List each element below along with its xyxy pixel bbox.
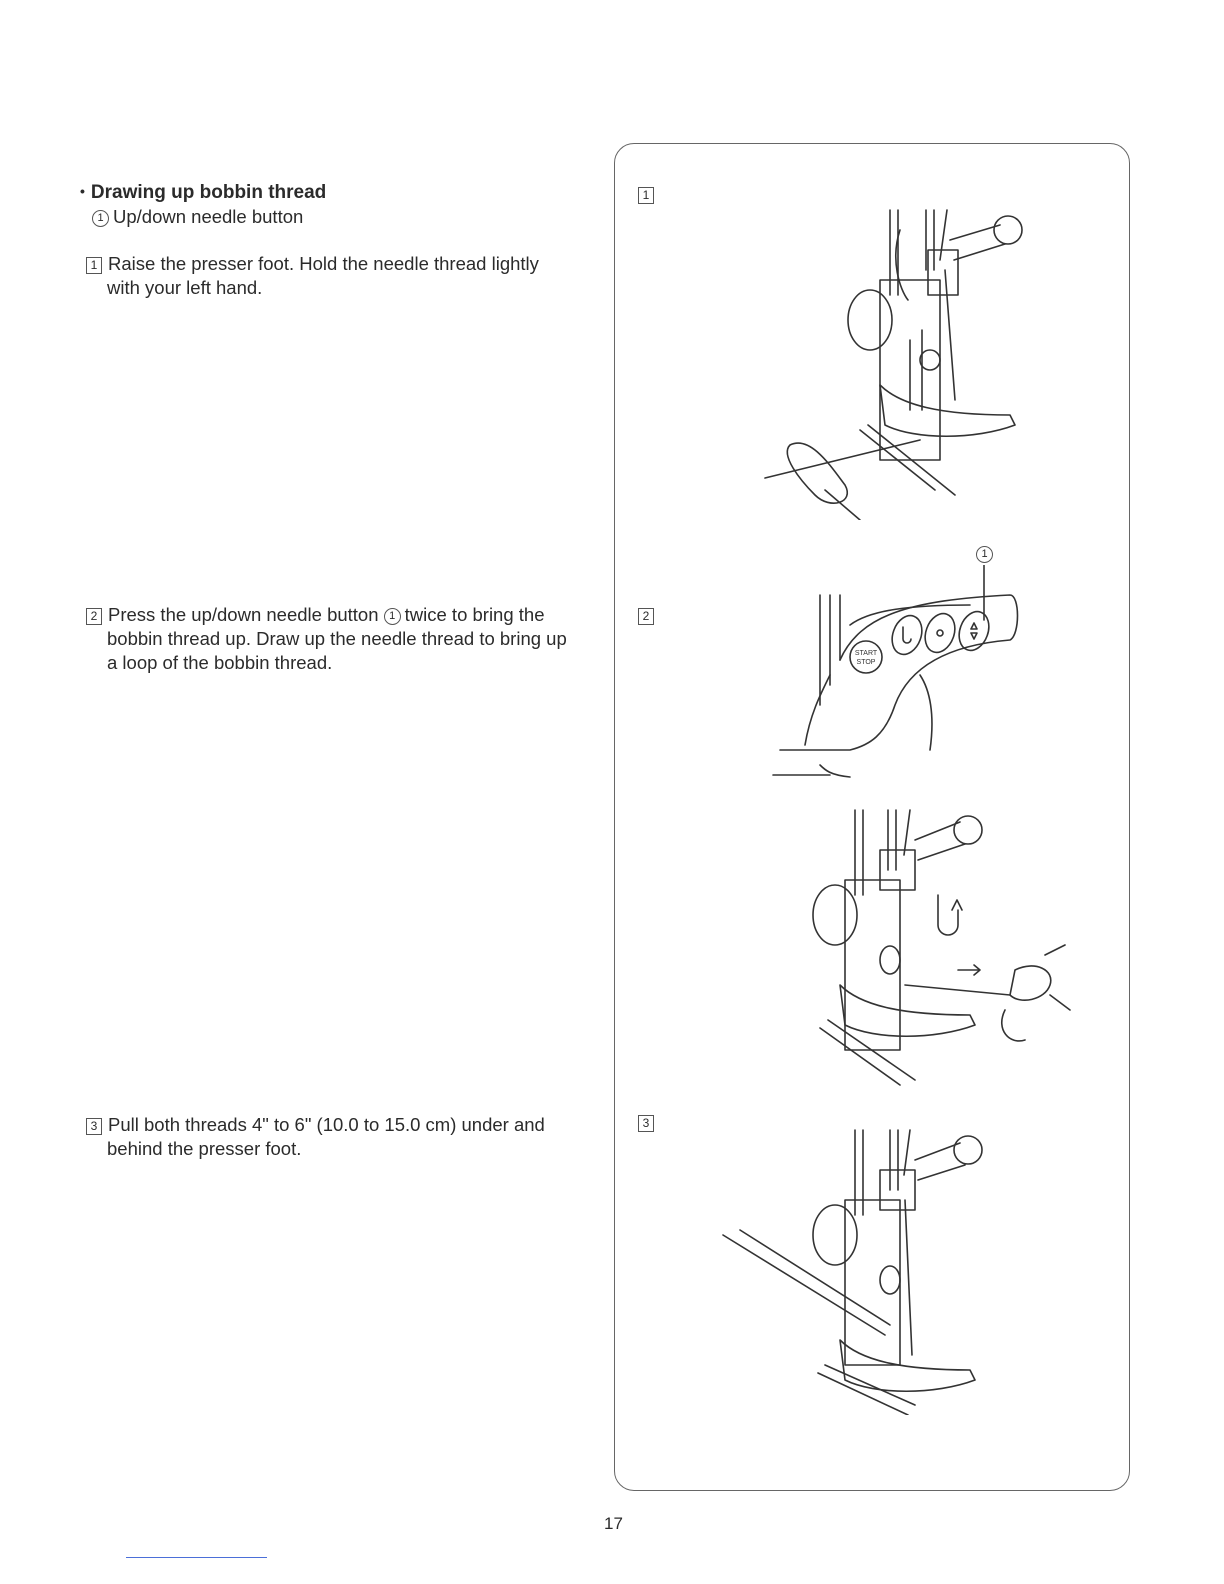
step-2-line-1b: twice to bring the	[404, 604, 545, 625]
step-2-inline-marker: 1	[384, 608, 401, 625]
legend-marker: 1	[92, 210, 109, 227]
step-3	[86, 1113, 606, 1161]
legend	[92, 206, 303, 228]
figure-2-button-panel	[770, 565, 1030, 785]
step-2-line-3: a loop of the bobbin thread.	[107, 652, 333, 673]
start-stop-label-2: STOP	[856, 659, 876, 666]
step-3-line-2: behind the presser foot.	[107, 1138, 302, 1159]
figure-2-loop-illustration	[800, 800, 1080, 1100]
figure-label-1: 1	[638, 187, 654, 204]
section-heading	[80, 182, 326, 204]
footer-link-underline	[126, 1557, 267, 1558]
figure-1-illustration	[750, 200, 1040, 520]
page-number: 17	[604, 1514, 623, 1533]
step-1	[86, 252, 606, 300]
heading-bullet: •	[80, 183, 85, 199]
step-2	[86, 603, 606, 675]
figure-3-illustration	[720, 1125, 1010, 1415]
step-2-line-1a: Press the up/down needle button	[108, 604, 379, 625]
heading-title: Drawing up bobbin thread	[90, 182, 327, 203]
step-1-marker: 1	[86, 257, 102, 274]
callout-marker: 1	[976, 546, 993, 563]
figure-label-2: 2	[638, 608, 654, 625]
step-2-marker: 2	[86, 608, 102, 625]
step-3-line-1: Pull both threads 4" to 6" (10.0 to 15.0 cm) under and	[108, 1114, 545, 1135]
step-3-marker: 3	[86, 1118, 102, 1135]
step-2-line-2: bobbin thread up. Draw up the needle thread to bring up	[107, 628, 567, 649]
start-stop-label-1: START	[854, 650, 878, 657]
figure-label-3: 3	[638, 1115, 654, 1132]
step-1-line-2: with your left hand.	[107, 277, 263, 298]
legend-text: Up/down needle button	[113, 206, 304, 227]
step-1-line-1: Raise the presser foot. Hold the needle thread lightly	[108, 253, 539, 274]
